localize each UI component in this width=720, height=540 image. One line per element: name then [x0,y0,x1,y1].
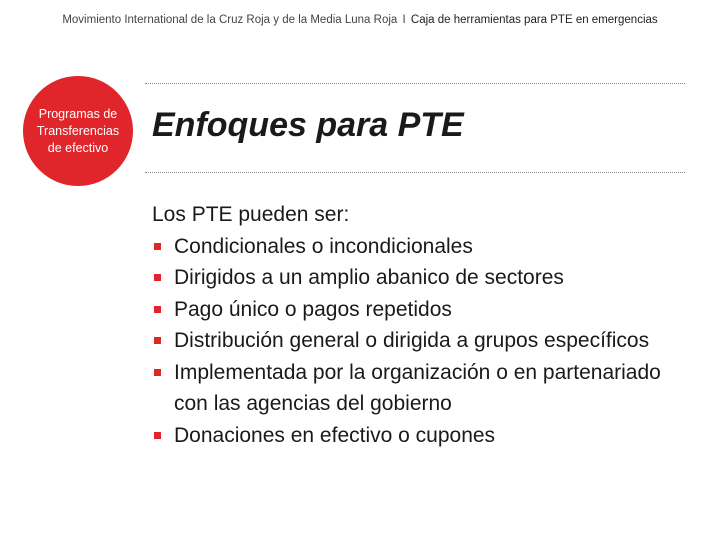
bullet-icon [154,243,161,250]
list-item [152,231,692,263]
badge-line: Programas de [38,106,118,121]
header-toolkit-title: Caja de herramientas para PTE en emergencias [410,14,658,26]
page-title: Enfoques para PTE [152,106,464,144]
slide-body [152,199,692,451]
bottom-divider [145,172,685,173]
list-item-text: Implementada por la organización o en partenariado con las agencias del gobierno [174,360,661,415]
list-item-text: Dirigidos a un amplio abanico de sectores [174,266,564,289]
list-item-text: Distribución general o dirigida a grupos específicos [174,329,650,352]
bullet-icon [154,306,161,313]
section-badge [23,76,133,186]
list-item-text: Donaciones en efectivo o cupones [174,423,496,447]
list-item [152,262,692,294]
badge-line: Transferencias [36,123,120,138]
header-organization: Movimiento International de la Cruz Roja y de la Media Luna Roja [62,14,398,26]
top-divider [145,83,685,84]
list-item [152,325,692,357]
header [0,14,720,26]
bullet-icon [154,369,161,376]
intro-text: Los PTE pueden ser: [152,203,350,226]
header-separator: I [402,14,406,26]
list-item [152,420,692,452]
list-item [152,357,692,420]
bullet-icon [154,432,161,439]
bullet-list [152,231,692,452]
badge-line: de efectivo [47,140,109,155]
list-item-text: Condicionales o incondicionales [174,234,473,258]
list-item-text: Pago único o pagos repetidos [174,297,452,321]
bullet-icon [154,274,161,281]
list-item [152,294,692,326]
bullet-icon [154,337,161,344]
